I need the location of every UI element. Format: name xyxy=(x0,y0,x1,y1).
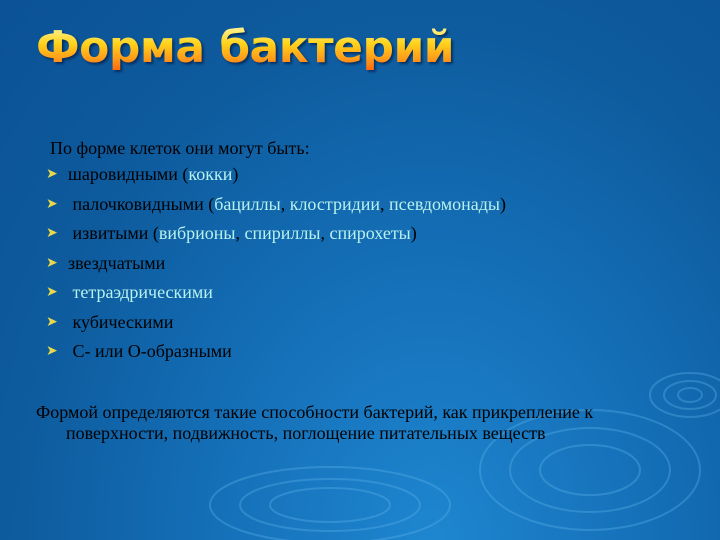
item-text: ) xyxy=(232,164,239,184)
item-highlight: кокки xyxy=(188,164,233,184)
item-text: звездчатыми xyxy=(68,252,166,273)
arrowhead-bullet-icon: ➤ xyxy=(46,225,58,241)
arrowhead-bullet-icon: ➤ xyxy=(46,195,58,212)
list-item xyxy=(46,252,506,282)
item-text: палочковидными ( xyxy=(68,193,215,214)
item-highlight: спирохеты xyxy=(329,223,411,243)
item-highlight: клостридии xyxy=(289,193,381,214)
item-text: ) xyxy=(410,223,417,243)
item-highlight: тетраэдрическими xyxy=(72,282,213,302)
item-text: , xyxy=(320,223,330,243)
shape-list xyxy=(46,163,506,370)
list-item xyxy=(46,222,506,252)
list-item xyxy=(46,163,506,193)
summary-paragraph: Формой определяются такие способности бактерий, как прикрепление к поверхности, подвижность, поглощение питательных веществ xyxy=(36,402,594,443)
item-highlight: бациллы xyxy=(214,193,281,214)
arrowhead-bullet-icon: ➤ xyxy=(46,284,58,300)
arrowhead-bullet-icon: ➤ xyxy=(46,254,58,271)
item-text: , xyxy=(380,193,390,214)
slide-title: Форма бактерий xyxy=(36,22,455,73)
item-text: ) xyxy=(499,193,506,214)
arrowhead-bullet-icon: ➤ xyxy=(46,343,58,359)
item-text: кубическими xyxy=(68,311,174,332)
item-text: извитыми ( xyxy=(68,223,159,243)
arrowhead-bullet-icon: ➤ xyxy=(46,313,58,330)
item-text: , xyxy=(280,193,290,214)
list-item xyxy=(46,340,506,370)
item-highlight: спириллы xyxy=(244,223,321,243)
item-highlight: псевдомонады xyxy=(389,193,500,214)
item-highlight: вибрионы xyxy=(158,223,236,243)
arrowhead-bullet-icon: ➤ xyxy=(46,166,58,182)
item-text: шаровидными ( xyxy=(68,164,189,184)
item-text: , xyxy=(235,223,245,243)
list-item xyxy=(46,281,506,311)
list-item xyxy=(46,311,506,341)
list-item xyxy=(46,193,506,223)
item-text: С- или О-образными xyxy=(68,341,232,361)
intro-text: По форме клеток они могут быть: xyxy=(50,138,310,158)
